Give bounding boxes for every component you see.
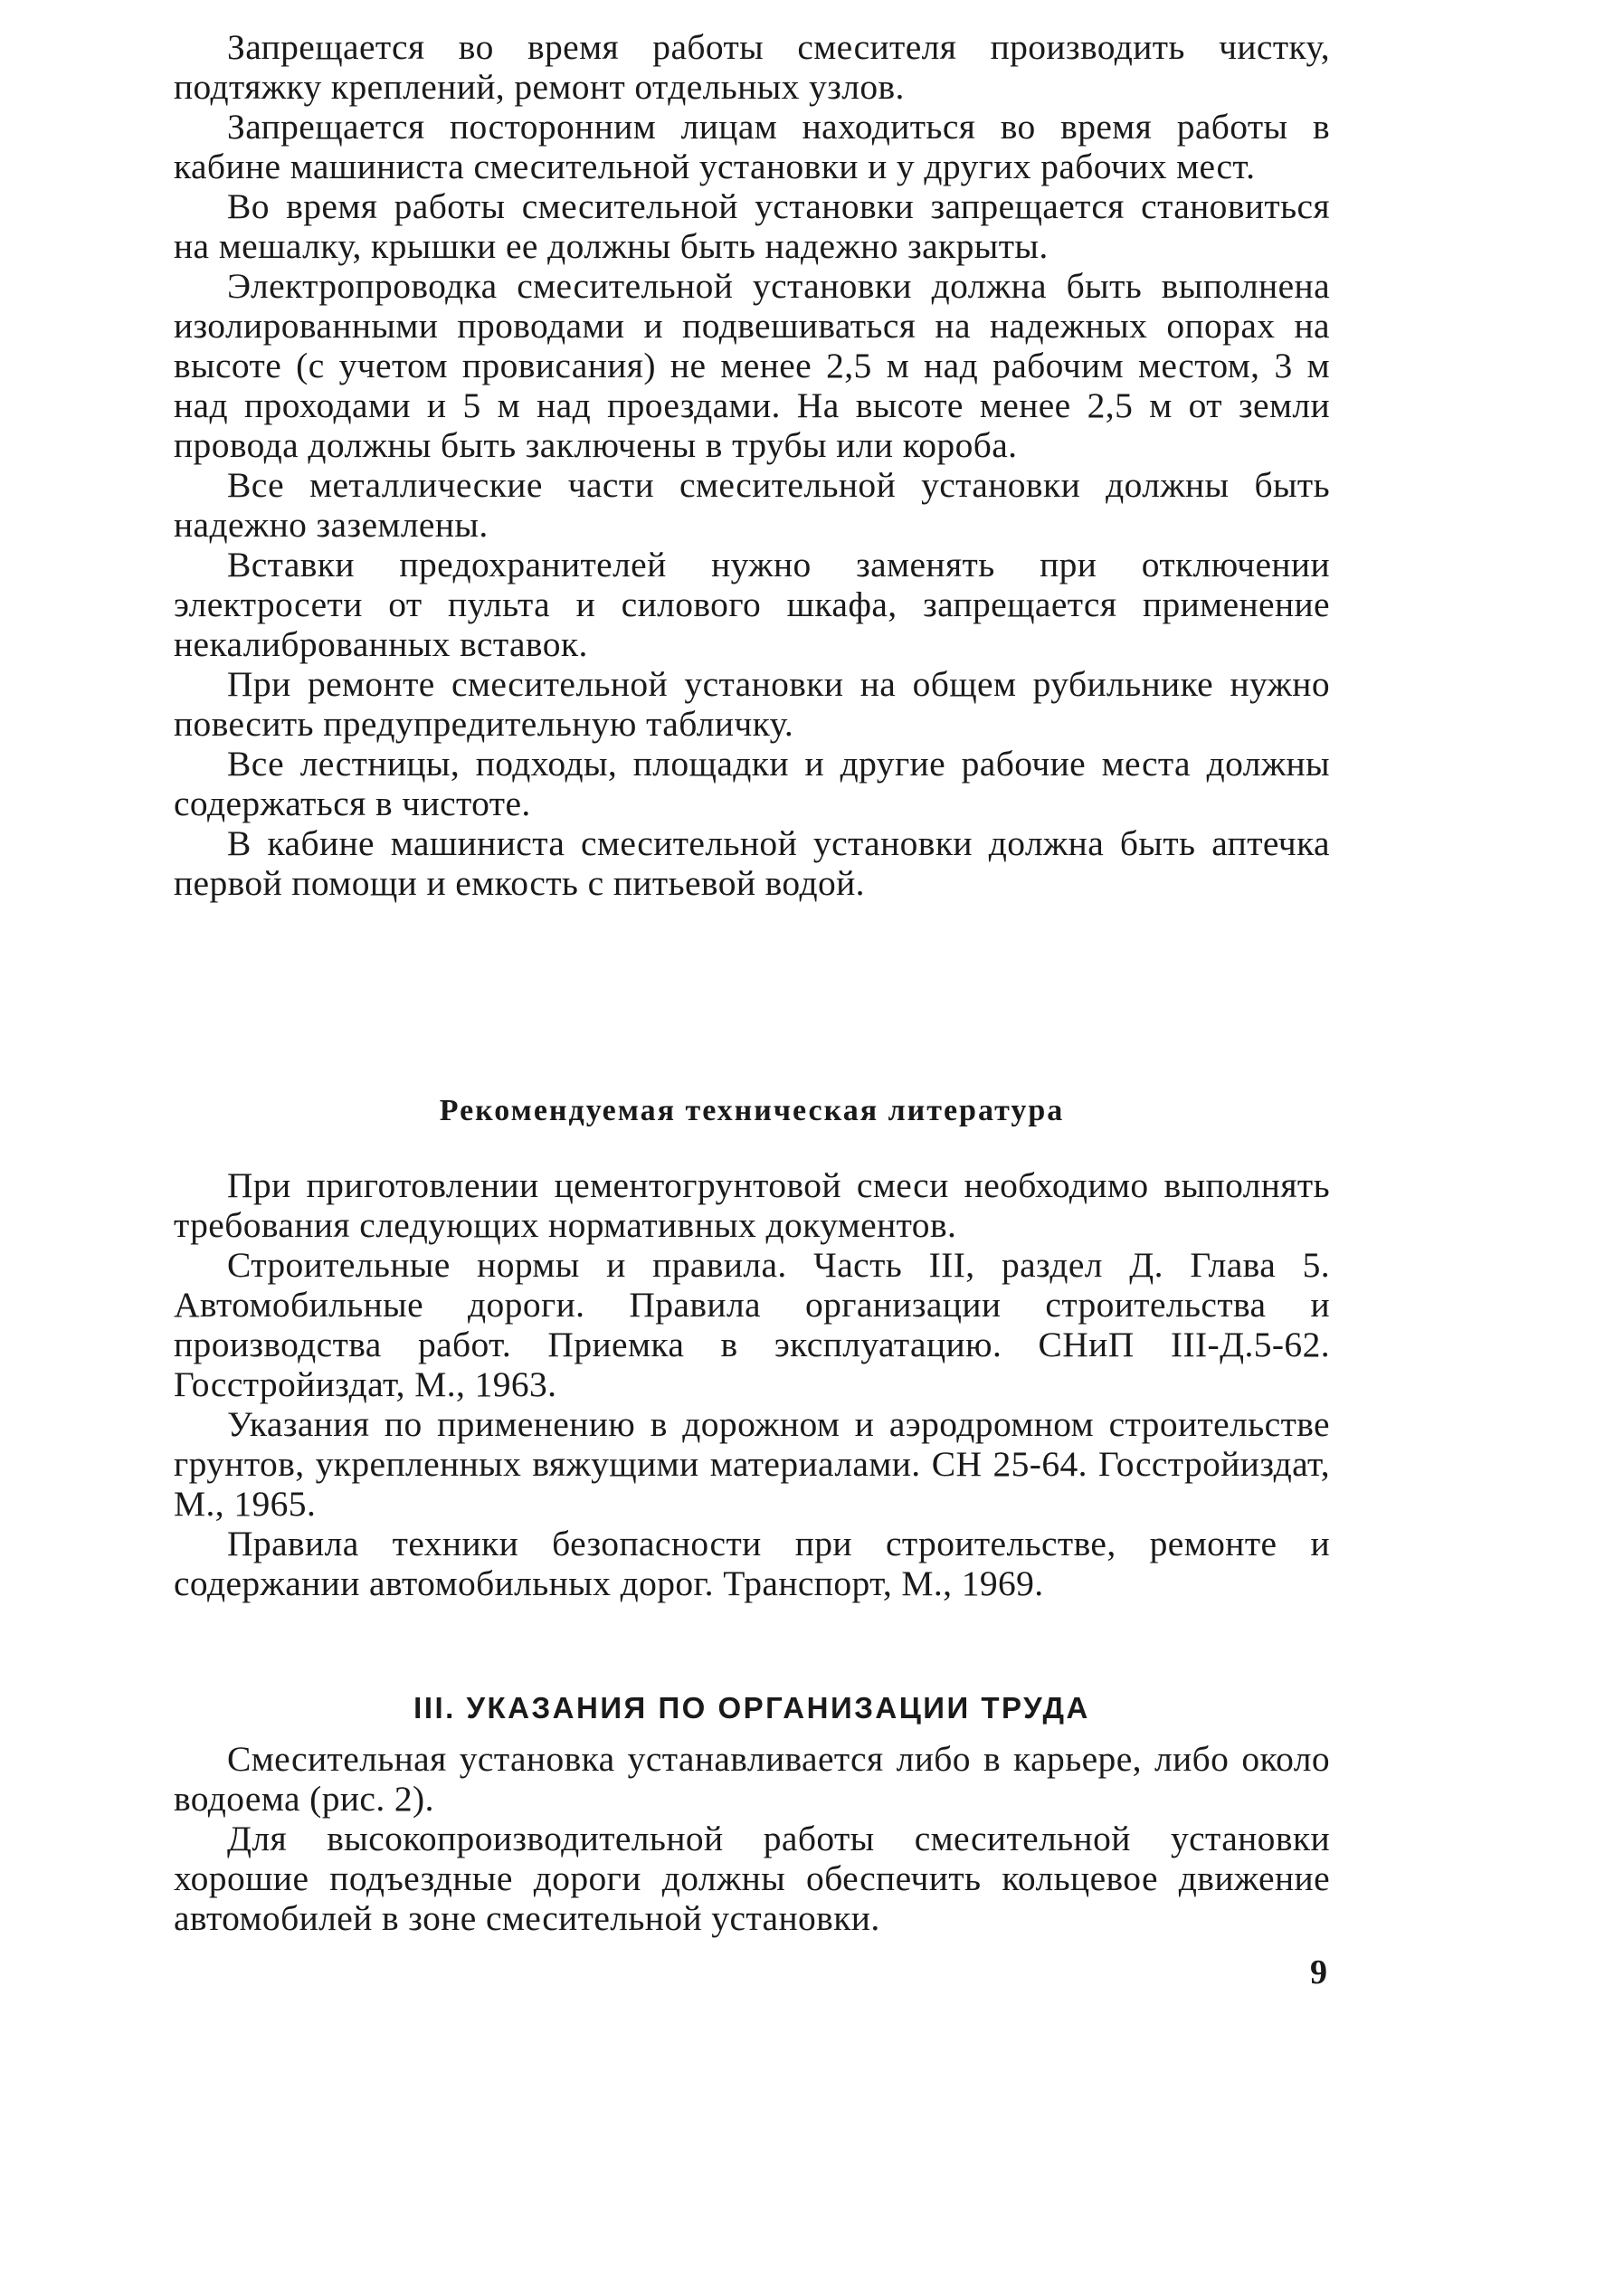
section-heading: Рекомендуемая техническая литература bbox=[439, 1094, 1065, 1127]
paragraph: При ремонте смесительной установки на общем рубильнике нужно повесить предупредительную табличку. bbox=[174, 664, 1330, 744]
labor-organization-section bbox=[174, 1739, 1330, 1938]
chapter-heading: III. УКАЗАНИЯ ПО ОРГАНИЗАЦИИ ТРУДА bbox=[413, 1691, 1090, 1725]
reference-item: Указания по применению в дорожном и аэродромном строительстве грунтов, укрепленных вяжущими материалами. СН 25-64. Госстройиздат, М., 1965. bbox=[174, 1404, 1330, 1524]
paragraph: Вставки предохранителей нужно заменять при отключении электросети от пульта и силового шкафа, запрещается применение некалиброванных вставок. bbox=[174, 545, 1330, 664]
reference-item: Правила техники безопасности при строительстве, ремонте и содержании автомобильных дорог. Транспорт, М., 1969. bbox=[174, 1524, 1330, 1603]
paragraph: В кабине машиниста смесительной установки должна быть аптечка первой помощи и емкость с питьевой водой. bbox=[174, 823, 1330, 903]
literature-section bbox=[174, 1165, 1330, 1603]
literature-heading-block bbox=[174, 1091, 1330, 1131]
paragraph: Во время работы смесительной установки запрещается становиться на мешалку, крышки ее должны быть надежно закрыты. bbox=[174, 186, 1330, 266]
paragraph: Все лестницы, подходы, площадки и другие рабочие места должны содержаться в чистоте. bbox=[174, 744, 1330, 823]
reference-item: Строительные нормы и правила. Часть III, раздел Д. Глава 5. Автомобильные дороги. Правила организации строительства и производства работ. Приемка в эксплуатацию. СНиП III-Д.5-62. Госстройиздат, М., 1963. bbox=[174, 1245, 1330, 1404]
paragraph: При приготовлении цементогрунтовой смеси необходимо выполнять требования следующих нормативных документов. bbox=[174, 1165, 1330, 1245]
paragraph: Электропроводка смесительной установки должна быть выполнена изолированными проводами и подвешиваться на надежных опорах на высоте (с учетом провисания) не менее 2,5 м над рабочим местом, 3 м над проходами и 5 м над проездами. На высоте менее 2,5 м от земли провода должны быть заключены в трубы или короба. bbox=[174, 266, 1330, 465]
paragraph: Запрещается во время работы смесителя производить чистку, подтяжку креплений, ремонт отдельных узлов. bbox=[174, 27, 1330, 107]
labor-heading-block bbox=[174, 1688, 1330, 1728]
safety-rules-section bbox=[174, 27, 1330, 903]
page-number: 9 bbox=[1310, 1953, 1327, 1991]
paragraph: Все металлические части смесительной установки должны быть надежно заземлены. bbox=[174, 465, 1330, 545]
paragraph: Для высокопроизводительной работы смесительной установки хорошие подъездные дороги должны обеспечить кольцевое движение автомобилей в зоне смесительной установки. bbox=[174, 1819, 1330, 1938]
paragraph: Смесительная установка устанавливается либо в карьере, либо около водоема (рис. 2). bbox=[174, 1739, 1330, 1819]
paragraph: Запрещается посторонним лицам находиться во время работы в кабине машиниста смесительной установки и у других рабочих мест. bbox=[174, 107, 1330, 186]
